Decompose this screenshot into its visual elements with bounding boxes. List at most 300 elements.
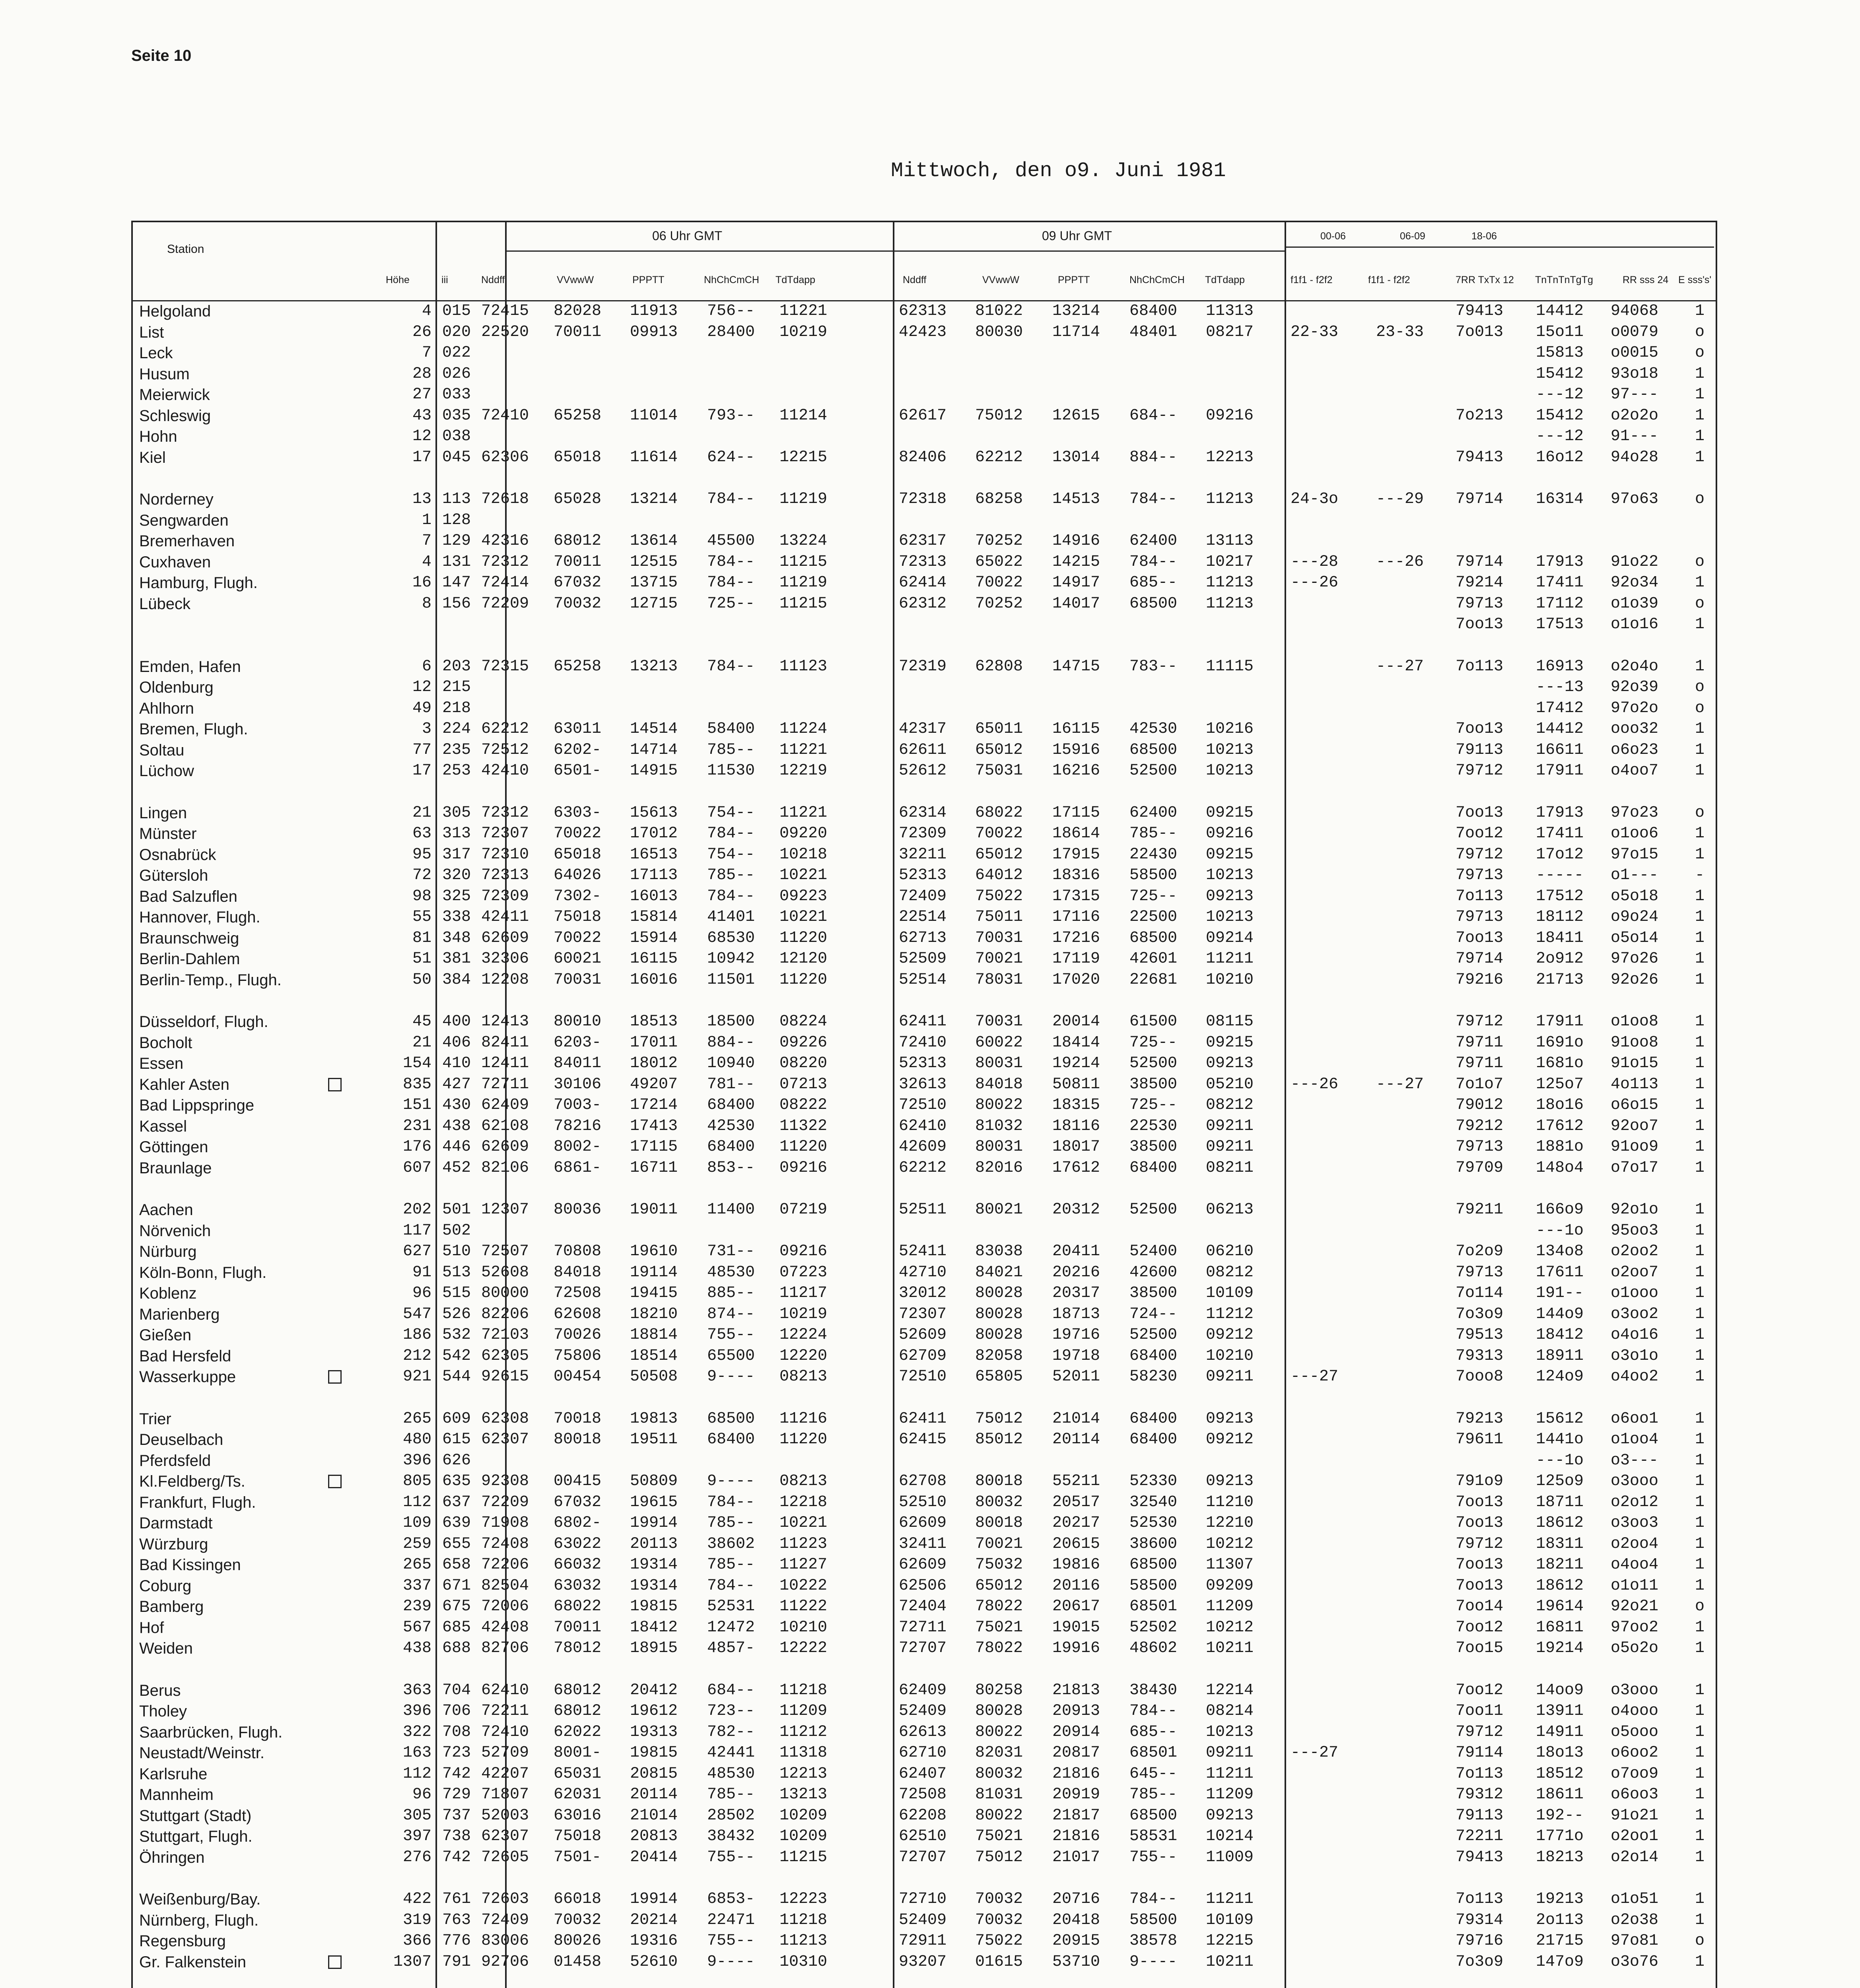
daily-value: o7oo9 [1611, 1765, 1659, 1783]
daily-value: 1 [1695, 1138, 1705, 1156]
obs-09-value: 68022 [975, 804, 1023, 822]
obs-06-value: 20214 [630, 1911, 678, 1929]
obs-06-value: 19011 [630, 1201, 678, 1219]
daily-value: 16611 [1536, 741, 1584, 759]
obs-09-value: 20919 [1052, 1786, 1100, 1804]
table-row [0, 803, 1860, 823]
daily-value: 1 [1695, 1827, 1705, 1845]
obs-09-value: 11213 [1206, 595, 1254, 613]
station-height: 337 [402, 1577, 431, 1595]
obs-06-value: 50809 [630, 1472, 678, 1490]
daily-value: 79113 [1456, 741, 1504, 759]
daily-value: 7o113 [1456, 658, 1504, 676]
table-row [0, 761, 1860, 781]
daily-value: 1 [1695, 1452, 1705, 1470]
obs-06-value: 08224 [779, 1013, 828, 1031]
obs-09-value: 58500 [1129, 866, 1178, 884]
obs-06-value: 67032 [554, 1493, 602, 1511]
daily-value: 1 [1695, 1201, 1705, 1219]
obs-06-value: 72103 [481, 1326, 529, 1344]
station-index: 688 [442, 1639, 471, 1657]
obs-06-value: 7302- [554, 887, 602, 905]
obs-06-value: 72307 [481, 825, 529, 843]
obs-06-value: 72206 [481, 1556, 529, 1574]
daily-value: 1 [1695, 846, 1705, 864]
station-name: Schleswig [139, 407, 211, 425]
obs-09-value: 84021 [975, 1264, 1023, 1281]
daily-value: 18512 [1536, 1765, 1584, 1783]
table-row [0, 343, 1860, 363]
table-row [0, 552, 1860, 572]
obs-09-value: 17216 [1052, 929, 1100, 947]
obs-06-value: 09220 [779, 825, 828, 843]
obs-06-value: 10221 [779, 1514, 828, 1532]
obs-06-value: 20815 [630, 1765, 678, 1783]
daily-value: ---12 [1536, 427, 1584, 445]
obs-09-value: 20114 [1052, 1431, 1100, 1448]
mountain-station-square-icon [328, 1475, 342, 1488]
obs-06-value: 62609 [481, 1138, 529, 1156]
daily-value: 18o13 [1536, 1744, 1584, 1762]
daily-value: 94o28 [1611, 448, 1659, 466]
table-row [0, 489, 1860, 509]
station-index: 384 [442, 971, 471, 989]
station-height: 17 [412, 448, 431, 466]
obs-06-value: 78012 [554, 1639, 602, 1657]
obs-06-value: 11530 [707, 762, 755, 780]
station-index: 737 [442, 1807, 471, 1825]
header-rule [505, 250, 1285, 252]
obs-09-value: 65012 [975, 1577, 1023, 1595]
daily-value: 1 [1695, 1953, 1705, 1971]
obs-09-value: 22500 [1129, 908, 1178, 926]
station-height: 28 [412, 365, 431, 383]
period-header: 06-09 [1400, 231, 1425, 242]
table-row [0, 1409, 1860, 1429]
daily-value: 1 [1695, 908, 1705, 926]
table-row [0, 1493, 1860, 1512]
daily-value: 1 [1695, 1013, 1705, 1031]
station-index: 026 [442, 365, 471, 383]
station-name: Nürnberg, Flugh. [139, 1912, 259, 1929]
obs-09-value: 08211 [1206, 1159, 1254, 1177]
obs-09-value: 38430 [1129, 1681, 1178, 1699]
station-height: 55 [412, 908, 431, 926]
obs-06-value: 11220 [779, 1431, 828, 1448]
obs-06-value: 12213 [779, 1765, 828, 1783]
obs-06-value: 785-- [707, 1514, 755, 1532]
obs-06-value: 22520 [481, 323, 529, 341]
obs-06-value: 63016 [554, 1807, 602, 1825]
obs-06-value: 754-- [707, 804, 755, 822]
obs-09-value: 21017 [1052, 1848, 1100, 1866]
table-row [0, 845, 1860, 865]
obs-09-value: 81032 [975, 1117, 1023, 1135]
obs-09-value: 62510 [899, 1827, 947, 1845]
station-index: 655 [442, 1535, 471, 1553]
obs-09-value: 20317 [1052, 1284, 1100, 1302]
station-index: 438 [442, 1117, 471, 1135]
obs-09-value: 09214 [1206, 929, 1254, 947]
daily-value: 1 [1695, 658, 1705, 676]
daily-value: o5o2o [1611, 1639, 1659, 1657]
station-index: 675 [442, 1598, 471, 1615]
obs-09-value: 52330 [1129, 1472, 1178, 1490]
obs-09-value: 783-- [1129, 658, 1178, 676]
table-row [0, 301, 1860, 321]
obs-06-value: 70011 [554, 553, 602, 571]
daily-value: 18611 [1536, 1786, 1584, 1804]
obs-09-value: 9---- [1129, 1953, 1178, 1971]
obs-06-value: 11614 [630, 448, 678, 466]
obs-06-value: 70032 [554, 1911, 602, 1929]
obs-06-value: 70026 [554, 1326, 602, 1344]
obs-09-value: 68500 [1129, 1807, 1178, 1825]
obs-06-value: 784-- [707, 1577, 755, 1595]
obs-06-value: 10310 [779, 1953, 828, 1971]
obs-09-value: 10210 [1206, 1347, 1254, 1365]
daily-value: 1 [1695, 1076, 1705, 1093]
obs-06-value: 72605 [481, 1848, 529, 1866]
obs-09-value: 42317 [899, 720, 947, 738]
station-height: 322 [402, 1723, 431, 1741]
obs-06-value: 68530 [707, 929, 755, 947]
daily-value: 1 [1695, 1807, 1705, 1825]
station-index: 742 [442, 1765, 471, 1783]
table-row [0, 719, 1860, 739]
station-height: 1307 [393, 1953, 431, 1971]
obs-06-value: 11014 [630, 407, 678, 425]
daily-value: ooo32 [1611, 720, 1659, 738]
table-row [0, 531, 1860, 551]
daily-value: 1 [1695, 1911, 1705, 1929]
obs-06-value: 65018 [554, 448, 602, 466]
obs-06-value: 9---- [707, 1368, 755, 1386]
obs-09-value: 52500 [1129, 1326, 1178, 1344]
obs-06-value: 14514 [630, 720, 678, 738]
station-name: Kiel [139, 449, 166, 466]
obs-09-value: 72710 [899, 1890, 947, 1908]
table-row [0, 1827, 1860, 1846]
daily-value: 7oo13 [1456, 1577, 1504, 1595]
obs-09-value: 52011 [1052, 1368, 1100, 1386]
daily-value: 18612 [1536, 1514, 1584, 1532]
obs-09-value: 72510 [899, 1096, 947, 1114]
daily-value: o [1695, 553, 1705, 571]
obs-09-value: 62611 [899, 741, 947, 759]
station-index: 532 [442, 1326, 471, 1344]
obs-06-value: 82206 [481, 1305, 529, 1323]
obs-09-value: 80018 [975, 1472, 1023, 1490]
obs-06-value: 11209 [779, 1702, 828, 1720]
obs-09-value: 82406 [899, 448, 947, 466]
obs-09-value: 68400 [1129, 1347, 1178, 1365]
daily-value: o4o16 [1611, 1326, 1659, 1344]
obs-09-value: 19816 [1052, 1556, 1100, 1574]
obs-06-value: 19815 [630, 1744, 678, 1762]
obs-09-value: 72313 [899, 553, 947, 571]
table-row [0, 1764, 1860, 1784]
table-row [0, 573, 1860, 593]
obs-09-value: 11213 [1206, 490, 1254, 508]
station-index: 253 [442, 762, 471, 780]
daily-value: o9o24 [1611, 908, 1659, 926]
obs-06-value: 70011 [554, 323, 602, 341]
obs-09-value: 16115 [1052, 720, 1100, 738]
daily-value: 91o15 [1611, 1054, 1659, 1072]
obs-09-value: 11213 [1206, 574, 1254, 592]
obs-09-value: 70022 [975, 574, 1023, 592]
obs-09-value: 75012 [975, 1410, 1023, 1428]
obs-06-value: 72309 [481, 887, 529, 905]
obs-06-value: 20412 [630, 1681, 678, 1699]
obs-06-value: 14714 [630, 741, 678, 759]
table-row [0, 1346, 1860, 1366]
obs-06-value: 00415 [554, 1472, 602, 1490]
obs-06-value: 723-- [707, 1702, 755, 1720]
daily-value: o [1695, 1932, 1705, 1950]
obs-09-value: 62506 [899, 1577, 947, 1595]
obs-09-value: 84018 [975, 1076, 1023, 1093]
obs-09-value: 82016 [975, 1159, 1023, 1177]
daily-value: 92o21 [1611, 1598, 1659, 1615]
daily-value: 7oo13 [1456, 1514, 1504, 1532]
station-index: 033 [442, 386, 471, 404]
station-name: Würzburg [139, 1536, 208, 1553]
station-index: 615 [442, 1431, 471, 1448]
obs-06-value: 12220 [779, 1347, 828, 1365]
obs-09-value: 11211 [1206, 1890, 1254, 1908]
obs-09-value: 32012 [899, 1284, 947, 1302]
obs-09-value: 64012 [975, 866, 1023, 884]
table-row [0, 1451, 1860, 1471]
station-name: Bremen, Flugh. [139, 720, 248, 738]
table-row [0, 1325, 1860, 1345]
obs-09-value: 62314 [899, 804, 947, 822]
obs-06-value: 10209 [779, 1827, 828, 1845]
station-name: Essen [139, 1055, 184, 1072]
obs-09-value: 85012 [975, 1431, 1023, 1448]
obs-09-value: 62710 [899, 1744, 947, 1762]
gust-period-value: ---27 [1376, 1076, 1424, 1093]
daily-value: 18112 [1536, 908, 1584, 926]
daily-value: 7o3o9 [1456, 1305, 1504, 1323]
obs-06-value: 72508 [554, 1284, 602, 1302]
obs-09-value: 18116 [1052, 1117, 1100, 1135]
obs-09-value: 65011 [975, 720, 1023, 738]
obs-06-value: 42207 [481, 1765, 529, 1783]
daily-value: o1o39 [1611, 595, 1659, 613]
station-height: 7 [422, 532, 431, 550]
obs-09-value: 65022 [975, 553, 1023, 571]
obs-09-value: 58531 [1129, 1827, 1178, 1845]
daily-value: o [1695, 490, 1705, 508]
daily-value: o1o11 [1611, 1577, 1659, 1595]
daily-value: o6oo3 [1611, 1786, 1659, 1804]
daily-value: 1441o [1536, 1431, 1584, 1448]
obs-09-value: 62609 [899, 1556, 947, 1574]
obs-06-value: 75806 [554, 1347, 602, 1365]
obs-09-value: 81022 [975, 302, 1023, 320]
station-name: Bad Hersfeld [139, 1347, 231, 1365]
obs-06-value: 9---- [707, 1472, 755, 1490]
daily-value: 7oo14 [1456, 1598, 1504, 1615]
obs-09-value: 52411 [899, 1242, 947, 1260]
daily-value: 92oo7 [1611, 1117, 1659, 1135]
obs-06-value: 82411 [481, 1034, 529, 1052]
station-index: 542 [442, 1347, 471, 1365]
daily-value: 18711 [1536, 1493, 1584, 1511]
daily-value: o3o1o [1611, 1347, 1659, 1365]
obs-09-value: 10213 [1206, 1723, 1254, 1741]
table-row [0, 928, 1860, 948]
obs-06-value: 11220 [779, 971, 828, 989]
table-row [0, 1012, 1860, 1032]
table-row [0, 949, 1860, 969]
station-height: 27 [412, 386, 431, 404]
daily-value: 18311 [1536, 1535, 1584, 1553]
station-height: 50 [412, 971, 431, 989]
station-index: 235 [442, 741, 471, 759]
table-row [0, 1576, 1860, 1596]
obs-09-value: 80021 [975, 1201, 1023, 1219]
obs-09-value: 52511 [899, 1201, 947, 1219]
daily-value: 79712 [1456, 762, 1504, 780]
obs-06-value: 52608 [481, 1264, 529, 1281]
obs-06-value: 17115 [630, 1138, 678, 1156]
obs-06-value: 20114 [630, 1786, 678, 1804]
obs-06-value: 18915 [630, 1639, 678, 1657]
daily-value: 15612 [1536, 1410, 1584, 1428]
daily-value: 7oo13 [1456, 1493, 1504, 1511]
daily-value: 1 [1695, 574, 1705, 592]
obs-09-value: 17915 [1052, 846, 1100, 864]
station-name: Stuttgart (Stadt) [139, 1807, 252, 1825]
obs-09-value: 75031 [975, 762, 1023, 780]
station-index: 038 [442, 427, 471, 445]
station-height: 26 [412, 323, 431, 341]
obs-06-value: 01458 [554, 1953, 602, 1971]
obs-09-value: 10109 [1206, 1284, 1254, 1302]
obs-09-value: 72508 [899, 1786, 947, 1804]
obs-06-value: 6861- [554, 1159, 602, 1177]
station-index: 410 [442, 1054, 471, 1072]
obs-09-value: 09211 [1206, 1117, 1254, 1135]
table-row [0, 699, 1860, 718]
daily-value: 1 [1695, 762, 1705, 780]
table-row [0, 1743, 1860, 1763]
obs-09-value: 01615 [975, 1953, 1023, 1971]
daily-value: 1 [1695, 1054, 1705, 1072]
daily-value: 79712 [1456, 1013, 1504, 1031]
daily-value: o5o18 [1611, 887, 1659, 905]
obs-09-value: 62411 [899, 1013, 947, 1031]
obs-06-value: 12120 [779, 950, 828, 968]
daily-value: 97oo2 [1611, 1619, 1659, 1637]
daily-value: 79714 [1456, 950, 1504, 968]
station-height: 921 [402, 1368, 431, 1386]
obs-06-value: 12215 [779, 448, 828, 466]
table-row [0, 1242, 1860, 1262]
obs-09-value: 75012 [975, 407, 1023, 425]
daily-value: o [1695, 678, 1705, 696]
obs-09-value: 80022 [975, 1096, 1023, 1114]
obs-09-value: 80032 [975, 1493, 1023, 1511]
daily-value: 125o7 [1536, 1076, 1584, 1093]
daily-value: 1 [1695, 1368, 1705, 1386]
obs-09-value: 58230 [1129, 1368, 1178, 1386]
obs-09-value: 62212 [899, 1159, 947, 1177]
obs-09-value: 11212 [1206, 1305, 1254, 1323]
daily-value: o0015 [1611, 344, 1659, 362]
obs-06-value: 11318 [779, 1744, 828, 1762]
station-height: 186 [402, 1326, 431, 1344]
station-height: 45 [412, 1013, 431, 1031]
daily-value: 1 [1695, 1890, 1705, 1908]
daily-value: o3ooo [1611, 1681, 1659, 1699]
obs-09-value: 72319 [899, 658, 947, 676]
daily-value: o1--- [1611, 866, 1659, 884]
obs-09-value: 18414 [1052, 1034, 1100, 1052]
station-index: 381 [442, 950, 471, 968]
obs-09-value: 14916 [1052, 532, 1100, 550]
daily-value: 1 [1695, 971, 1705, 989]
station-height: 109 [402, 1514, 431, 1532]
daily-value: 79713 [1456, 908, 1504, 926]
gust-period-value: ---27 [1376, 658, 1424, 676]
period-header: 18-06 [1471, 231, 1497, 242]
daily-value: 16811 [1536, 1619, 1584, 1637]
obs-06-value: 80036 [554, 1201, 602, 1219]
obs-09-value: 32540 [1129, 1493, 1178, 1511]
daily-value: 97--- [1611, 386, 1659, 404]
obs-06-value: 15613 [630, 804, 678, 822]
table-row [0, 824, 1860, 844]
obs-09-value: 61500 [1129, 1013, 1178, 1031]
obs-06-value: 62022 [554, 1723, 602, 1741]
obs-06-value: 11501 [707, 971, 755, 989]
obs-09-value: 12210 [1206, 1514, 1254, 1532]
daily-value: ---1o [1536, 1452, 1584, 1470]
obs-09-value: 38600 [1129, 1535, 1178, 1553]
station-height: 98 [412, 887, 431, 905]
daily-value: o3--- [1611, 1452, 1659, 1470]
obs-09-value: 62400 [1129, 532, 1178, 550]
obs-06-value: 13614 [630, 532, 678, 550]
obs-06-value: 65031 [554, 1765, 602, 1783]
obs-06-value: 8001- [554, 1744, 602, 1762]
obs-09-value: 38500 [1129, 1138, 1178, 1156]
obs-09-value: 05210 [1206, 1076, 1254, 1093]
obs-06-value: 92706 [481, 1953, 529, 1971]
obs-06-value: 70011 [554, 1619, 602, 1637]
daily-value: 79114 [1456, 1744, 1504, 1762]
table-row [0, 1095, 1860, 1115]
station-height: 51 [412, 950, 431, 968]
daily-value: o2oo4 [1611, 1535, 1659, 1553]
obs-09-value: 09216 [1206, 407, 1254, 425]
col-header: TdTdapp [1205, 274, 1245, 285]
table-row [0, 1367, 1860, 1387]
daily-value: 21715 [1536, 1932, 1584, 1950]
daily-value: 17o12 [1536, 846, 1584, 864]
daily-value: 91o21 [1611, 1807, 1659, 1825]
obs-09-value: 11210 [1206, 1493, 1254, 1511]
obs-06-value: 62307 [481, 1827, 529, 1845]
obs-06-value: 52610 [630, 1953, 678, 1971]
station-name: Düsseldorf, Flugh. [139, 1013, 268, 1031]
obs-06-value: 16013 [630, 887, 678, 905]
